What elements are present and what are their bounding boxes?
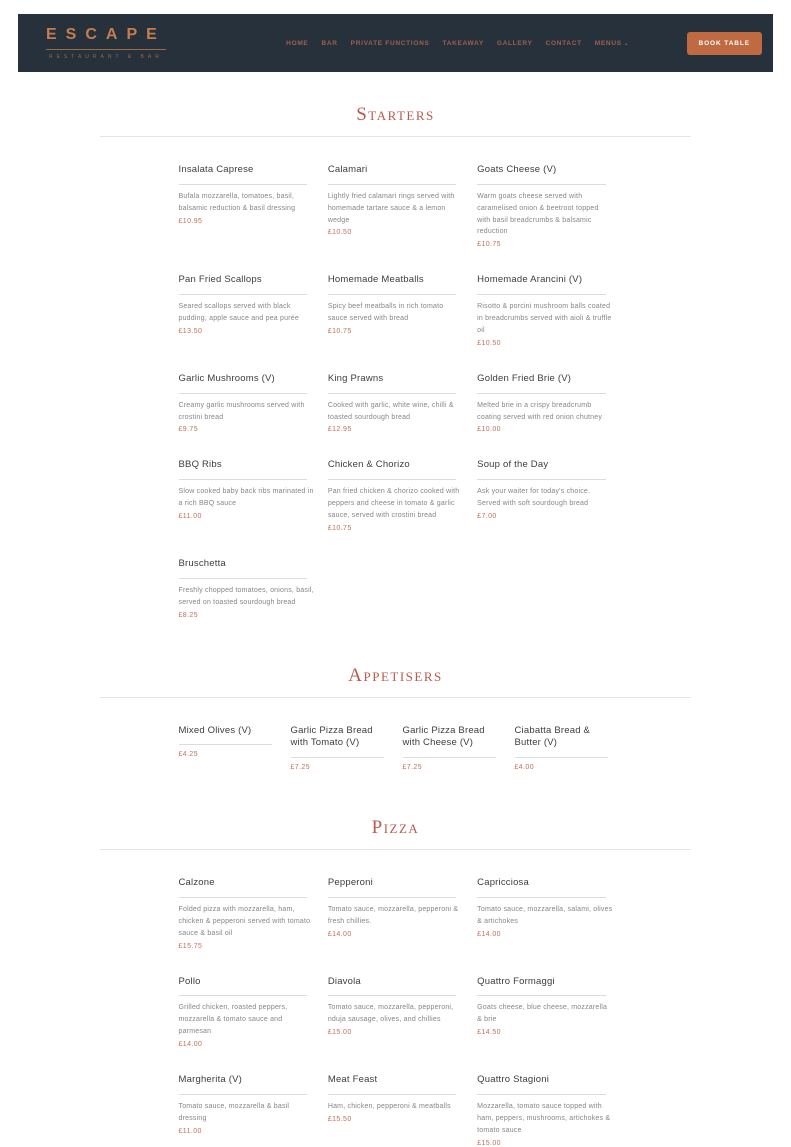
menu-item-name: Quattro Formaggi bbox=[477, 975, 555, 987]
menu-item-underline bbox=[179, 184, 308, 185]
menu-item-name: Ciabatta Bread & Butter (V) bbox=[514, 724, 591, 749]
menu-item bbox=[291, 725, 389, 772]
site-logo[interactable] bbox=[46, 26, 166, 60]
menu-item bbox=[477, 274, 612, 346]
menu-item-description: Cooked with garlic, white wine, chilli & toasted sourdough bread bbox=[327, 401, 454, 421]
menu-item bbox=[179, 1074, 314, 1135]
menu-section bbox=[100, 665, 691, 772]
menu-item-price: £7.25 bbox=[402, 764, 423, 772]
menu-item-description: Tomato sauce, mozzarella, pepperoni & fresh chillies. bbox=[327, 905, 459, 925]
menu-item bbox=[179, 459, 314, 520]
menu-item-underline bbox=[179, 897, 308, 898]
menu-item-name: Meat Feast bbox=[327, 1074, 378, 1086]
menu-item-price: £11.00 bbox=[178, 513, 202, 521]
menu-item-name: Bruschetta bbox=[178, 557, 226, 569]
menu-item-underline bbox=[179, 744, 272, 745]
chevron-down-icon: ⌄ bbox=[623, 40, 630, 47]
menu-item-name: Garlic Pizza Bread with Tomato (V) bbox=[290, 724, 373, 749]
menu-item-description: Mozzarella, tomato sauce topped with ham, peppers, mushrooms, artichokes & tomato sauce bbox=[477, 1102, 611, 1134]
menu-item-price: £11.00 bbox=[178, 1127, 202, 1135]
menu-item-description: Slow cooked baby back ribs marinated in a rich BBQ sauce bbox=[178, 488, 314, 508]
menu-item-name: Golden Fried Brie (V) bbox=[477, 372, 572, 384]
menu-item-price: £14.50 bbox=[477, 1029, 501, 1037]
menu-item-name: Quattro Stagioni bbox=[477, 1074, 550, 1086]
menu-item-price: £14.00 bbox=[477, 930, 501, 938]
menu-sections bbox=[100, 104, 691, 1147]
menu-item bbox=[179, 877, 314, 949]
menu-item-underline bbox=[179, 995, 308, 996]
menu-item-description: Melted brie in a crispy breadcrumb coating served with red onion chutney bbox=[477, 401, 603, 421]
menu-item-price: £9.75 bbox=[178, 426, 199, 434]
menu-item bbox=[477, 164, 612, 248]
menu-item-price: £12.95 bbox=[327, 426, 352, 434]
menu-item-underline bbox=[328, 393, 457, 394]
menu-item bbox=[477, 976, 612, 1037]
menu-item-underline bbox=[179, 479, 308, 480]
menu-item-name: Margherita (V) bbox=[178, 1074, 243, 1086]
menu-item-name: Mixed Olives (V) bbox=[178, 724, 252, 736]
menu-item bbox=[328, 164, 463, 236]
menu-item bbox=[328, 459, 463, 531]
menu-item-name: Diavola bbox=[327, 975, 361, 987]
menu-item-price: £10.75 bbox=[327, 524, 352, 532]
menu-item-name: Capricciosa bbox=[477, 877, 529, 889]
menu-item bbox=[179, 976, 314, 1048]
menu-item bbox=[328, 976, 463, 1037]
nav-home[interactable]: HOME bbox=[286, 39, 309, 47]
menu-item-description: Risotto & porcini mushroom balls coated in breadcrumbs served with aioli & truffle oil bbox=[477, 303, 612, 334]
menu-item-name: Soup of the Day bbox=[477, 459, 549, 471]
menu-item-description: Tomato sauce, mozzarella, pepperoni, nduja sausage, olives, and chillies bbox=[327, 1004, 454, 1024]
menu-item-price: £14.00 bbox=[327, 930, 352, 938]
menu-item-description: Tomato sauce, mozzarella, salami, olives & artichokes bbox=[477, 905, 613, 925]
menu-item bbox=[477, 459, 612, 520]
menu-item-underline bbox=[477, 184, 606, 185]
menu-item-price: £8.25 bbox=[178, 611, 199, 619]
menu-item-name: Goats Cheese (V) bbox=[477, 164, 557, 175]
menu-item-description: Ask your waiter for today's choice. Served with soft sourdough bread bbox=[477, 488, 591, 508]
menu-item-description: Creamy garlic mushrooms served with crostini bread bbox=[178, 401, 305, 421]
menu-item-name: Pepperoni bbox=[327, 877, 373, 889]
menu-item-price: £10.50 bbox=[477, 339, 501, 347]
nav-menus[interactable] bbox=[595, 40, 630, 47]
menu-item-underline bbox=[328, 995, 457, 996]
menu-item-description: Tomato sauce, mozzarella & basil dressing bbox=[178, 1102, 290, 1122]
menu-item-underline bbox=[328, 897, 457, 898]
menu-item bbox=[477, 1074, 612, 1146]
menu-item-description: Spicy beef meatballs in rich tomato sauce served with bread bbox=[327, 303, 444, 323]
menu-item-price: £10.00 bbox=[477, 426, 501, 434]
menu-item-price: £13.50 bbox=[178, 327, 203, 335]
menu-item bbox=[328, 877, 463, 938]
menu-item-description: Folded pizza with mozzarella, ham, chicken & pepperoni served with tomato sauce & basil oil bbox=[178, 905, 311, 937]
menu-item-price: £10.95 bbox=[178, 217, 203, 225]
site-header bbox=[18, 14, 773, 72]
menu-item-underline bbox=[179, 578, 308, 579]
menu-item-description: Bufala mozzarella, tomatoes, basil, balsamic reduction & basil dressing bbox=[178, 192, 296, 212]
menu-item-description: Lightly fried calamari rings served with homemade tartare sauce & a lemon wedge bbox=[327, 192, 455, 224]
menu-item-name: Calamari bbox=[327, 164, 368, 175]
menu-item-underline bbox=[403, 757, 496, 758]
logo-title: ESCAPE bbox=[46, 26, 166, 50]
menu-item-name: Pollo bbox=[178, 975, 201, 987]
menu-item-description: Freshly chopped tomatoes, onions, basil, served on toasted sourdough bread bbox=[178, 586, 314, 606]
menu-item-description: Grilled chicken, roasted peppers, mozzarella & tomato sauce and parmesan bbox=[178, 1004, 288, 1036]
section-divider bbox=[100, 136, 691, 137]
menu-item bbox=[179, 274, 314, 335]
nav-menus-label: MENUS bbox=[594, 39, 622, 47]
menu-item bbox=[179, 558, 314, 619]
main-nav bbox=[286, 40, 629, 47]
menu-section bbox=[100, 817, 691, 1146]
menu-item-underline bbox=[179, 294, 308, 295]
menu-item-underline bbox=[515, 757, 608, 758]
menu-item bbox=[328, 1074, 463, 1123]
menu-item-price: £10.75 bbox=[477, 241, 501, 249]
menu-item bbox=[328, 274, 463, 335]
section-title: Pizza bbox=[371, 817, 420, 839]
menu-item bbox=[179, 725, 277, 759]
book-table-button[interactable]: BOOK TABLE bbox=[687, 32, 763, 55]
section-divider bbox=[100, 849, 691, 850]
logo-subtitle: RESTAURANT & BAR bbox=[48, 54, 163, 60]
menu-item-price: £15.50 bbox=[327, 1115, 352, 1123]
menu-item-price: £4.00 bbox=[514, 764, 535, 772]
section-title: Appetisers bbox=[348, 664, 443, 686]
menu-item-price: £10.75 bbox=[327, 327, 352, 335]
menu-item-price: £14.00 bbox=[178, 1041, 203, 1049]
section-grid bbox=[179, 164, 613, 619]
menu-item-price: £7.25 bbox=[290, 764, 311, 772]
menu-item-name: BBQ Ribs bbox=[178, 459, 222, 471]
menu-item bbox=[515, 725, 613, 772]
menu-item-name: Pan Fried Scallops bbox=[178, 274, 262, 286]
section-grid bbox=[179, 725, 613, 772]
menu-item-description: Warm goats cheese served with caramelised onion & beetroot topped with basil breadcrumbs & balsamic reduction bbox=[477, 192, 599, 236]
menu-item-underline bbox=[477, 995, 606, 996]
menu-item-name: Chicken & Chorizo bbox=[327, 459, 410, 471]
menu-item-price: £15.00 bbox=[327, 1029, 352, 1037]
nav-gallery[interactable]: GALLERY bbox=[496, 39, 533, 47]
menu-item-underline bbox=[328, 479, 457, 480]
menu-item bbox=[403, 725, 501, 772]
menu-item-price: £15.00 bbox=[477, 1139, 501, 1147]
menu-item-underline bbox=[477, 897, 606, 898]
nav-private-functions[interactable]: PRIVATE FUNCTIONS bbox=[350, 39, 430, 47]
nav-bar[interactable]: BAR bbox=[321, 39, 338, 47]
menu-item bbox=[477, 877, 612, 938]
menu-item-underline bbox=[328, 1094, 457, 1095]
menu-item-name: Homemade Meatballs bbox=[327, 274, 424, 286]
menu-item-description: Seared scallops served with black pudding, apple sauce and pea purée bbox=[178, 303, 299, 323]
menu-item-description: Ham, chicken, pepperoni & meatballs bbox=[327, 1102, 451, 1110]
menu-item-underline bbox=[328, 184, 457, 185]
menu-item-name: King Prawns bbox=[327, 372, 384, 384]
menu-item-underline bbox=[179, 393, 308, 394]
menu-item-underline bbox=[477, 393, 606, 394]
menu-item-name: Homemade Arancini (V) bbox=[477, 274, 583, 286]
menu-item-underline bbox=[477, 479, 606, 480]
menu-item-price: £15.75 bbox=[178, 942, 203, 950]
menu-item-underline bbox=[179, 1094, 308, 1095]
nav-takeaway[interactable]: TAKEAWAY bbox=[442, 39, 484, 47]
menu-item-description: Pan fried chicken & chorizo cooked with peppers and cheese in tomato & garlic sauce, served with crostini bread bbox=[327, 488, 460, 520]
menu-item-description: Goats cheese, blue cheese, mozzarella & brie bbox=[477, 1004, 608, 1024]
menu-section bbox=[100, 104, 691, 619]
section-divider bbox=[100, 697, 691, 698]
menu-item-name: Garlic Pizza Bread with Cheese (V) bbox=[402, 724, 485, 749]
section-grid bbox=[179, 877, 613, 1146]
menu-item-price: £4.25 bbox=[178, 751, 199, 759]
menu-item-name: Garlic Mushrooms (V) bbox=[178, 372, 275, 384]
menu-item-underline bbox=[291, 757, 384, 758]
nav-contact[interactable]: CONTACT bbox=[545, 39, 582, 47]
menu-item bbox=[179, 164, 314, 225]
menu-item-name: Insalata Caprese bbox=[178, 164, 254, 175]
menu-item bbox=[328, 373, 463, 434]
menu-item-underline bbox=[477, 1094, 606, 1095]
menu-item bbox=[179, 373, 314, 434]
section-title: Starters bbox=[356, 104, 435, 125]
menu-item-price: £10.50 bbox=[327, 229, 352, 237]
menu-item-price: £7.00 bbox=[477, 513, 497, 521]
menu-item-underline bbox=[477, 294, 606, 295]
menu-item bbox=[477, 373, 612, 434]
menu-item-name: Calzone bbox=[178, 877, 215, 889]
menu-item-underline bbox=[328, 294, 457, 295]
